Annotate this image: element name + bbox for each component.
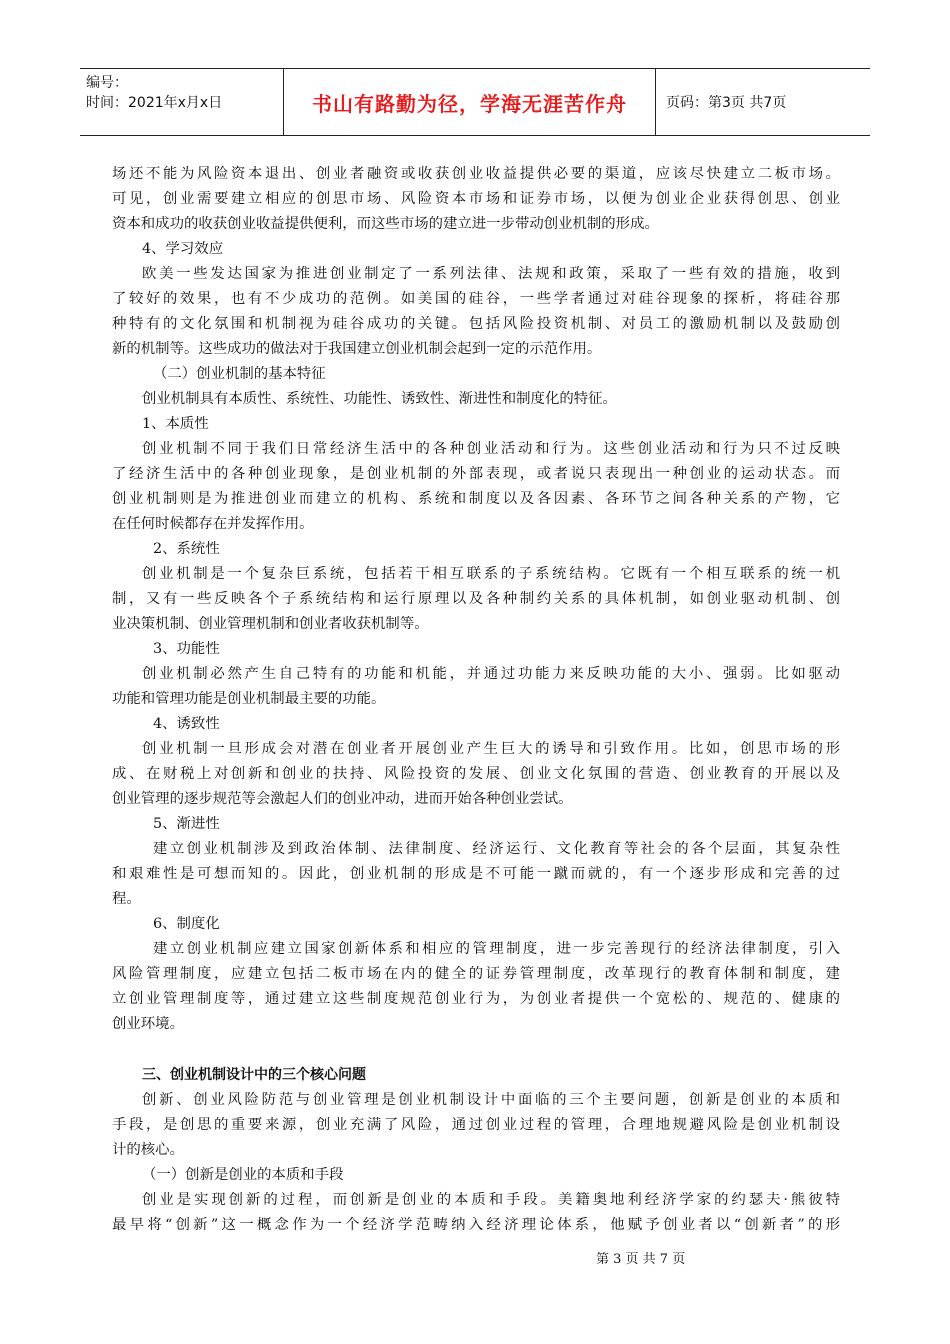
- text-line: 4、诱致性: [153, 716, 220, 732]
- text-line: （二）创业机制的基本特征: [153, 366, 326, 382]
- text-line: 最早将“创新”这一概念作为一个经济学范畴纳入经济理论体系，他赋予创业者以“创新者”的形: [112, 1217, 840, 1233]
- text-line: 5、渐进性: [153, 816, 220, 832]
- text-line: 创业机制是一个复杂巨系统，包括若干相互联系的子系统结构。它既有一个相互联系的统一机: [142, 566, 840, 582]
- text-line: 了经济生活中的各种创业现象，是创业机制的外部表现，或者说只表现出一种创业的运动状态。而: [112, 466, 840, 482]
- text-line: 资本和成功的收获创业收益提供便利，而这些市场的建立进一步带动创业机制的形成。: [112, 216, 659, 232]
- text-line: 创业机制必然产生自己特有的功能和机能，并通过功能力来反映功能的大小、强弱。比如驱动: [142, 666, 840, 682]
- text-line: 建立创业机制应建立国家创新体系和相应的管理制度，进一步完善现行的经济法律制度，引入: [153, 941, 840, 957]
- document-number-label: 编号：: [86, 75, 128, 91]
- text-line: 创业是实现创新的过程，而创新是创业的本质和手段。美籍奥地利经济学家的约瑟夫·熊彼特: [142, 1192, 840, 1208]
- header-meta: [80, 69, 283, 135]
- text-line: 创新、创业风险防范与创业管理是创业机制设计中面临的三个主要问题，创新是创业的本质和: [142, 1092, 840, 1108]
- text-line: 计的核心。: [112, 1142, 184, 1158]
- text-line: 创业机制则是为推进创业而建立的机构、系统和制度以及各因素、各环节之间各种关系的产物，它: [112, 491, 840, 507]
- text-line: 建立创业机制涉及到政治体制、法律制度、经济运行、文化教育等社会的各个层面，其复杂性: [153, 841, 840, 857]
- text-line: 程。: [112, 891, 141, 907]
- text-line: 场还不能为风险资本退出、创业者融资或收获创业收益提供必要的渠道，应该尽快建立二板市场。: [112, 166, 840, 182]
- text-line: 可见，创业需要建立相应的创思市场、风险资本市场和证券市场，以便为创业企业获得创思、创业: [112, 191, 840, 207]
- document-time-label: 时间：2021年x月x日: [86, 95, 223, 111]
- text-line: 欧美一些发达国家为推进创业制定了一系列法律、法规和政策，采取了一些有效的措施，收到: [142, 266, 840, 282]
- page-header: [80, 68, 870, 136]
- text-line: 种特有的文化氛围和机制视为硅谷成功的关键。包括风险投资机制、对员工的激励机制以及鼓励创: [112, 316, 840, 332]
- text-line: 新的机制等。这些成功的做法对于我国建立创业机制会起到一定的示范作用。: [112, 341, 602, 357]
- header-page-number: 页码：第3页 共7页: [666, 95, 787, 111]
- text-line: 业决策机制、创业管理机制和创业者收获机制等。: [112, 616, 429, 632]
- text-line: 创业机制不同于我们日常经济生活中的各种创业活动和行为。这些创业活动和行为只不过反映: [142, 441, 840, 457]
- text-line: 1、本质性: [142, 416, 209, 432]
- text-line: 3、功能性: [153, 641, 220, 657]
- text-line: 在任何时候都存在并发挥作用。: [112, 516, 314, 532]
- paragraph-gap: [112, 1037, 840, 1063]
- text-line: 三、创业机制设计中的三个核心问题: [142, 1067, 366, 1083]
- text-line: 制，又有一些反映各个子系统结构和运行原理以及各种制约关系的具体机制，如创业驱动机制、创: [112, 591, 840, 607]
- text-line: 了较好的效果，也有不少成功的范例。如美国的硅谷，一些学者通过对硅谷现象的探析，将硅谷那: [112, 291, 840, 307]
- text-line: 和艰难性是可想而知的。因此，创业机制的形成是不可能一蹴而就的，有一个逐步形成和完善的过: [112, 866, 840, 882]
- document-body: [112, 162, 840, 1238]
- text-line: 创业机制一旦形成会对潜在创业者开展创业产生巨大的诱导和引致作用。比如，创思市场的形: [142, 741, 840, 757]
- text-line: 创业环境。: [112, 1016, 184, 1032]
- text-line: 2、系统性: [153, 541, 220, 557]
- text-line: 功能和管理功能是创业机制最主要的功能。: [112, 691, 386, 707]
- text-line: 手段，是创思的重要来源，创业充满了风险，通过创业过程的管理，合理地规避风险是创业机制设: [112, 1117, 840, 1133]
- text-line: 风险管理制度，应建立包括二板市场在内的健全的证券管理制度，改革现行的教育体制和制度，建: [112, 966, 840, 982]
- header-motto: 书山有路勤为径，学海无涯苦作舟: [312, 91, 627, 116]
- page-footer: 第 3 页 共 7 页: [596, 1252, 686, 1267]
- text-line: 立创业管理制度等，通过建立这些制度规范创业行为，为创业者提供一个宽松的、规范的、健康的: [112, 991, 840, 1007]
- header-page-cell: [656, 69, 870, 135]
- text-line: （一）创新是创业的本质和手段: [142, 1167, 344, 1183]
- header-motto-cell: [283, 69, 656, 135]
- text-line: 4、学习效应: [142, 241, 224, 257]
- text-line: 成、在财税上对创新和创业的扶持、风险投资的发展、创业文化氛围的营造、创业教育的开展以及: [112, 766, 840, 782]
- text-line: 创业机制具有本质性、系统性、功能性、诱致性、渐进性和制度化的特征。: [142, 391, 617, 407]
- text-line: 6、制度化: [153, 916, 220, 932]
- text-line: 创业管理的逐步规范等会激起人们的创业冲动，进而开始各种创业尝试。: [112, 791, 573, 807]
